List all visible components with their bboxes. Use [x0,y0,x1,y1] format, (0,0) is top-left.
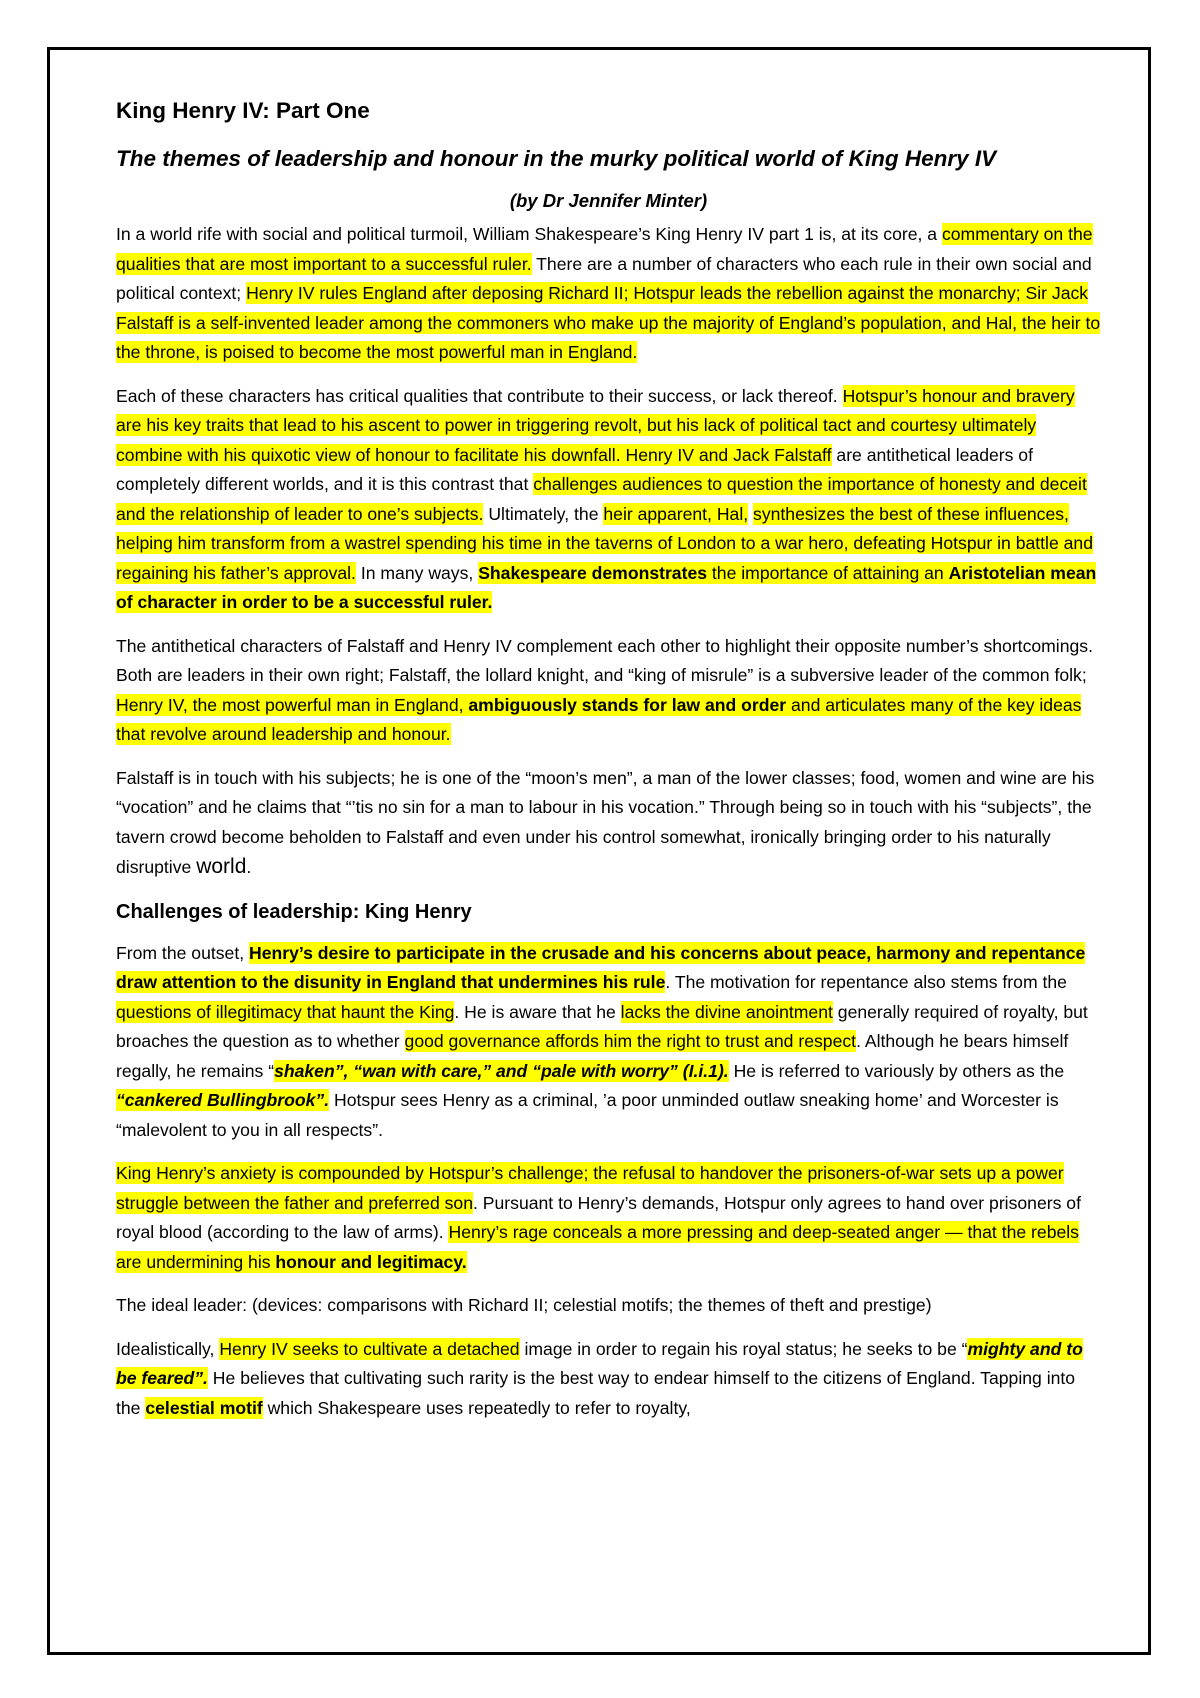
text-run: He is referred to variously by others as the [728,1060,1065,1081]
text-run: There are a number of characters who each rule in their own social and political context; [116,253,1092,303]
text-run: generally required of royalty, but broaches the question as to whether [116,1001,1088,1051]
text-run: Idealistically, [116,1338,220,1359]
highlighted-text: challenges audiences to question the importance of honesty and deceit and the relationship of leader to one’s subjects. [116,474,1087,524]
highlighted-text: Henry IV, the most powerful man in England, [116,694,469,715]
highlighted-text: King Henry’s anxiety is compounded by Hotspur’s challenge; the refusal to handover the prisoners-of-war sets up a power struggle between the father and preferred son [116,1163,1064,1213]
paragraph [116,220,1101,368]
text-run: In a world rife with social and political turmoil, William Shakespeare’s King Henry IV part 1 is, at its core, a [116,224,942,244]
highlighted-text: lacks the divine anointment [620,1001,833,1022]
highlighted-text: Henry IV rules England after deposing Richard II; Hotspur leads the rebellion against the monarchy; Sir Jack Falstaff is a self-invented leader among the commoners who make up the majority of England’s population, and Hal, the heir to the throne, is poised to become the most powerful man in England. [116,283,1101,362]
text-run: . Pursuant to Henry’s demands, Hotspur only agrees to hand over prisoners of royal blood (according to the law of arms). [116,1192,1081,1242]
text-run: . He is aware that he [454,1001,621,1022]
text-run: He believes that cultivating such rarity is the best way to endear himself to the citizens of England. Tapping into the [116,1368,1076,1418]
document-body [116,84,1101,1437]
highlighted-text: heir apparent, Hal, [603,503,749,524]
highlighted-text: ambiguously stands for law and order [468,694,787,715]
highlighted-text: Henry IV seeks to cultivate a detached [219,1338,520,1359]
author-byline: (by Dr Jennifer Minter) [509,190,708,211]
highlighted-text: commentary on the qualities that are most important to a successful ruler. [116,224,1093,274]
highlighted-text: the importance of attaining an [707,562,949,583]
text-run: Falstaff is in touch with his subjects; he is one of the “moon’s men”, a man of the lower classes; food, women and wine are his “vocation” and he claims that “’tis no sin for a man to labour in his vocation.” Through being so in touch with his “subjects”, the tavern crowd become beholden to Falstaff and even under his control somewhat, ironically bringing order to his naturally disruptive [116,767,1095,877]
highlighted-text: Henry’s desire to participate in the crusade and his concerns about peace, harmony and repentance draw attention to the disunity in England that undermines his rule [116,942,1086,992]
highlighted-text: “cankered Bullingbrook”. [116,1090,330,1110]
highlighted-text: Shakespeare demonstrates [478,562,708,583]
section-heading: Challenges of leadership: King Henry [116,900,472,923]
text-run: From the outset, [116,942,249,963]
paragraph [116,1159,1101,1277]
text-run: image in order to regain his royal status; he seeks to be “ [519,1338,968,1359]
text-run: Each of these characters has critical qualities that contribute to their success, or lack thereof. [116,385,843,406]
highlighted-text: Aristotelian mean of character in order to be a successful ruler. [116,562,1097,612]
paragraph [116,1335,1101,1424]
text-run: The antithetical characters of Falstaff and Henry IV complement each other to highlight their opposite number’s shortcomings. Both are leaders in their own right; Falstaff, the lollard knight, and “king of misrule” is a subversive leader of the common folk; [116,635,1093,685]
highlighted-text: Hotspur’s honour and bravery are his key traits that lead to his ascent to power in triggering revolt, but his lack of political tact and courtesy ultimately combine with his quixotic view of honour to facilitate his downfall. Henry IV and Jack Falstaff [116,385,1075,465]
highlighted-text: Henry’s rage conceals a more pressing and deep-seated anger — that the rebels are undermining his [116,1222,1079,1272]
highlighted-text: mighty and to be feared”. [116,1338,1083,1388]
document-subtitle: The themes of leadership and honour in the murky political world of King Henry IV [116,146,997,171]
text-run: In many ways, [355,562,479,583]
paragraph [116,1291,1101,1321]
highlighted-text: good governance affords him the right to trust and respect [404,1031,857,1051]
text-run: . The motivation for repentance also stems from the [665,972,1067,992]
text-run: which Shakespeare uses repeatedly to refer to royalty, [262,1397,691,1418]
paragraph [116,382,1101,618]
text-run: Ultimately, the [483,503,604,524]
highlighted-text: and articulates many of the key ideas that revolve around leadership and honour. [116,694,1082,744]
paragraph [116,632,1101,750]
highlighted-text: shaken”, “wan with care,” and “pale with worry” (I.i.1). [274,1060,729,1081]
highlighted-text: questions of illegitimacy that haunt the King [116,1001,455,1022]
document-title: King Henry IV: Part One [116,98,370,123]
highlighted-text: synthesizes the best of these influences, helping him transform from a wastrel spending his time in the taverns of London to a war hero, defeating Hotspur in battle and regaining his father’s approval. [116,503,1093,583]
highlighted-text: celestial motif [145,1397,263,1418]
text-run: Hotspur sees Henry as a criminal, ’a poor unminded outlaw sneaking home’ and Worcester is “malevolent to you in all respects”. [116,1090,1059,1140]
text-run: are antithetical leaders of completely different worlds, and it is this contrast that [116,444,1033,494]
paragraph [116,764,1101,883]
text-run: world [196,855,247,878]
paragraph [116,939,1101,1146]
highlighted-text: honour and legitimacy. [275,1251,467,1272]
text-run: . Although he bears himself regally, he remains “ [116,1031,1069,1081]
text-run: . [246,857,252,877]
text-run: The ideal leader: (devices: comparisons with Richard II; celestial motifs; the themes of theft and prestige) [116,1295,932,1315]
